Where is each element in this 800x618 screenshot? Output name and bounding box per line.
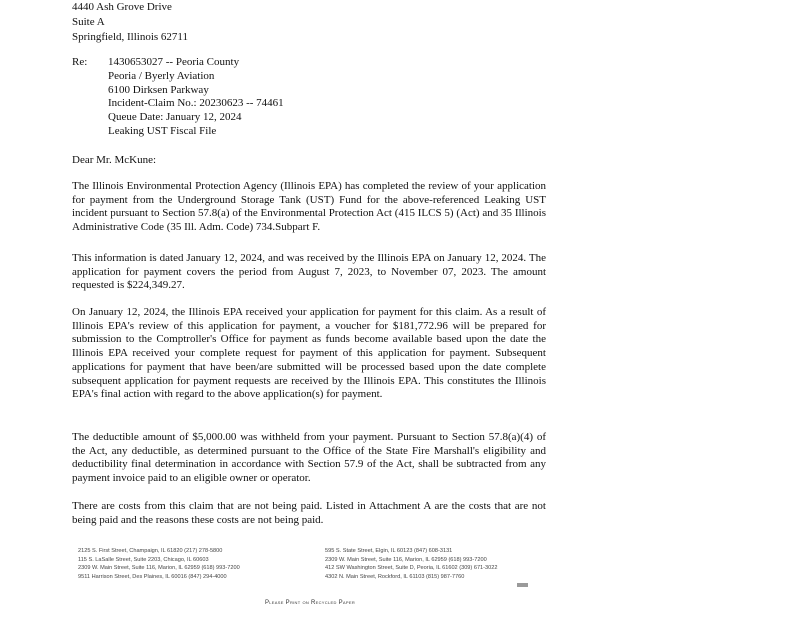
paragraph-voucher: On January 12, 2024, the Illinois EPA received your application for payment for this claim. As a result of Illinois EPA's review of this application for payment, a voucher for $181,772.96 will be prepared for submission to the Comptroller's Office for payment as funds become available based upon the date the Illinois EPA received your complete request for payment of this application for payment. Subsequent applications for payment that have been/are submitted will be processed based upon the date complete subsequent application for payment requests are received by the Illinois EPA. This constitutes the Illinois EPA's final action with regard to the above application(s) for payment. xyxy=(72,306,546,401)
footer-office: 2125 S. First Street, Champaign, IL 61820 (217) 278-5800 xyxy=(78,548,223,554)
address-line-2: Suite A xyxy=(72,16,105,28)
footer-office: 115 S. LaSalle Street, Suite 2203, Chicago, IL 60603 xyxy=(78,556,209,563)
footer-office: 595 S. State Street, Elgin, IL 60123 (847) 608-3131 xyxy=(325,548,453,554)
recipient-address xyxy=(72,0,188,45)
footer-office: 2309 W. Main Street, Suite 116, Marion, IL 62959 (618) 993-7200 xyxy=(78,565,240,571)
footer-office: 2309 W. Main Street, Suite 116, Marion, IL 62959 (618) 993-7200 xyxy=(325,556,487,563)
re-line-incident-claim: Incident-Claim No.: 20230623 -- 74461 xyxy=(108,97,284,110)
re-line-file: Leaking UST Fiscal File xyxy=(108,124,217,137)
footer-offices-right xyxy=(325,547,497,581)
paragraph-unpaid-costs: There are costs from this claim that are not being paid. Listed in Attachment A are the costs that are not being paid and the reasons these costs are not being paid. xyxy=(72,500,546,526)
paragraph-dates: This information is dated January 12, 2024, and was received by the Illinois EPA on January 12, 2024. The application for payment covers the period from August 7, 2023, to November 07, 2023. The amount requested is $224,349.27. xyxy=(72,252,546,292)
re-line-street: 6100 Dirksen Parkway xyxy=(108,83,209,96)
recycle-logo-mark xyxy=(517,583,528,587)
footer-office: 4302 N. Main Street, Rockford, IL 61103 (815) 987-7760 xyxy=(325,573,465,580)
footer-office: 9511 Harrison Street, Des Plaines, IL 60016 (847) 294-4000 xyxy=(78,573,227,580)
footer-office: 412 SW Washington Street, Suite D, Peoria, IL 61602 (309) 671-3022 xyxy=(325,565,498,571)
address-line-3: Springfield, Illinois 62711 xyxy=(72,31,189,43)
footer-offices-left xyxy=(78,547,240,581)
re-line-site-id: 1430653027 -- Peoria County xyxy=(108,56,240,68)
paragraph-deductible: The deductible amount of $5,000.00 was withheld from your payment. Pursuant to Section 57.8(a)(4) of the Act, any deductible, as determined pursuant to the Office of the State Fire Marshall's eligibility and deductibility final determination in accordance with Section 57.9 of the Act, shall be subtracted from any payment invoice paid to an eligible owner or operator. xyxy=(72,431,546,485)
salutation: Dear Mr. McKune: xyxy=(72,154,157,166)
address-line-1: 4440 Ash Grove Drive xyxy=(72,1,172,13)
re-line-queue-date: Queue Date: January 12, 2024 xyxy=(108,111,242,124)
re-block xyxy=(108,56,284,139)
re-line-site-name: Peoria / Byerly Aviation xyxy=(108,69,215,82)
re-label: Re: xyxy=(72,56,88,68)
recycled-paper-note: Please Print on Recycled Paper xyxy=(264,600,356,606)
paragraph-review: The Illinois Environmental Protection Agency (Illinois EPA) has completed the review of your application for payment from the Underground Storage Tank (UST) Fund for the above-referenced Leaking UST incident pursuant to Section 57.8(a) of the Environmental Protection Act (415 ILCS 5) (Act) and 35 Illinois Administrative Code (35 Ill. Adm. Code) 734.Subpart F. xyxy=(72,180,546,234)
